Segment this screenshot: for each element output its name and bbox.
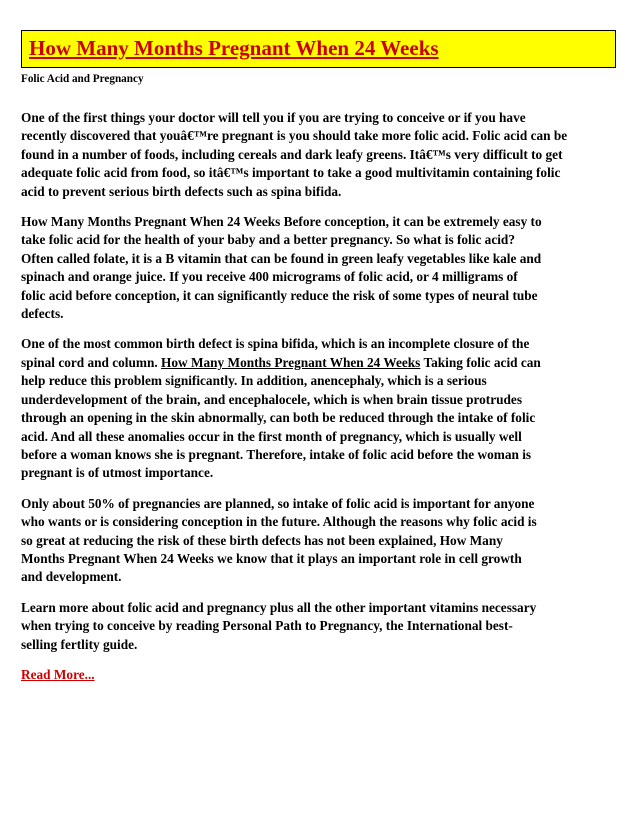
text-line: and development. <box>21 569 122 585</box>
text-line: adequate folic acid from food, so itâ€™s important to take a good multivitamin containing folic <box>21 165 561 181</box>
paragraph-spina-bifida <box>21 335 633 482</box>
text-line: underdevelopment of the brain, and encephalocele, which is when brain tissue protrudes <box>21 391 523 407</box>
text-line: acid to prevent serious birth defects such as spina bifida. <box>21 183 342 199</box>
title-banner <box>21 30 616 68</box>
read-more-link[interactable]: Read More... <box>21 666 95 682</box>
text-line: spinach and orange juice. If you receive 400 micrograms of folic acid, or 4 milligrams of <box>21 269 518 285</box>
text-line: before a woman knows she is pregnant. Therefore, intake of folic acid before the woman is <box>21 446 532 462</box>
text-line: folic acid before conception, it can significantly reduce the risk of some types of neural tube <box>21 287 538 303</box>
text-line: so great at reducing the risk of these birth defects has not been explained, How Many <box>21 532 503 548</box>
text-line: when trying to conceive by reading Personal Path to Pregnancy, the International best- <box>21 618 513 634</box>
paragraph-learn-more <box>21 599 633 654</box>
link-line-before: spinal cord and column. <box>21 354 162 370</box>
text-line-with-link <box>21 354 633 372</box>
paragraph-planning <box>21 495 633 587</box>
page-title-link[interactable]: How Many Months Pregnant When 24 Weeks <box>29 36 439 60</box>
text-line: defects. <box>21 306 64 322</box>
text-line: How Many Months Pregnant When 24 Weeks Before conception, it can be extremely easy to <box>21 214 542 230</box>
text-line: Only about 50% of pregnancies are planned, so intake of folic acid is important for anyone <box>21 495 535 511</box>
article-inline-link[interactable]: How Many Months Pregnant When 24 Weeks <box>161 354 421 370</box>
text-line: recently discovered that youâ€™re pregnant is you should take more folic acid. Folic acid can be <box>21 128 568 144</box>
text-line: through an opening in the skin abnormally, can both be reduced through the intake of folic <box>21 410 536 426</box>
text-line: Months Pregnant When 24 Weeks we know that it plays an important role in cell growth <box>21 550 522 566</box>
link-line-after: Taking folic acid can <box>420 354 541 370</box>
article-body <box>21 109 633 684</box>
text-line: pregnant is of utmost importance. <box>21 465 214 481</box>
paragraph-conception <box>21 213 633 323</box>
text-line: who wants or is considering conception in the future. Although the reasons why folic acid is <box>21 514 537 530</box>
text-line: Often called folate, it is a B vitamin that can be found in green leafy vegetables like kale and <box>21 250 542 266</box>
page-subtitle: Folic Acid and Pregnancy <box>21 73 144 85</box>
text-line: take folic acid for the health of your baby and a better pregnancy. So what is folic acid? <box>21 232 515 248</box>
text-line: acid. And all these anomalies occur in the first month of pregnancy, which is usually well <box>21 428 522 444</box>
text-line: One of the most common birth defect is spina bifida, which is an incomplete closure of the <box>21 336 530 352</box>
text-line: help reduce this problem significantly. In addition, anencephaly, which is a serious <box>21 373 487 389</box>
text-line: Learn more about folic acid and pregnancy plus all the other important vitamins necessary <box>21 599 537 615</box>
paragraph-intro <box>21 109 633 201</box>
text-line: One of the first things your doctor will tell you if you are trying to conceive or if you have <box>21 110 526 125</box>
text-line: selling fertlity guide. <box>21 636 138 652</box>
text-line: found in a number of foods, including cereals and dark leafy greens. Itâ€™s very difficult to get <box>21 146 563 162</box>
